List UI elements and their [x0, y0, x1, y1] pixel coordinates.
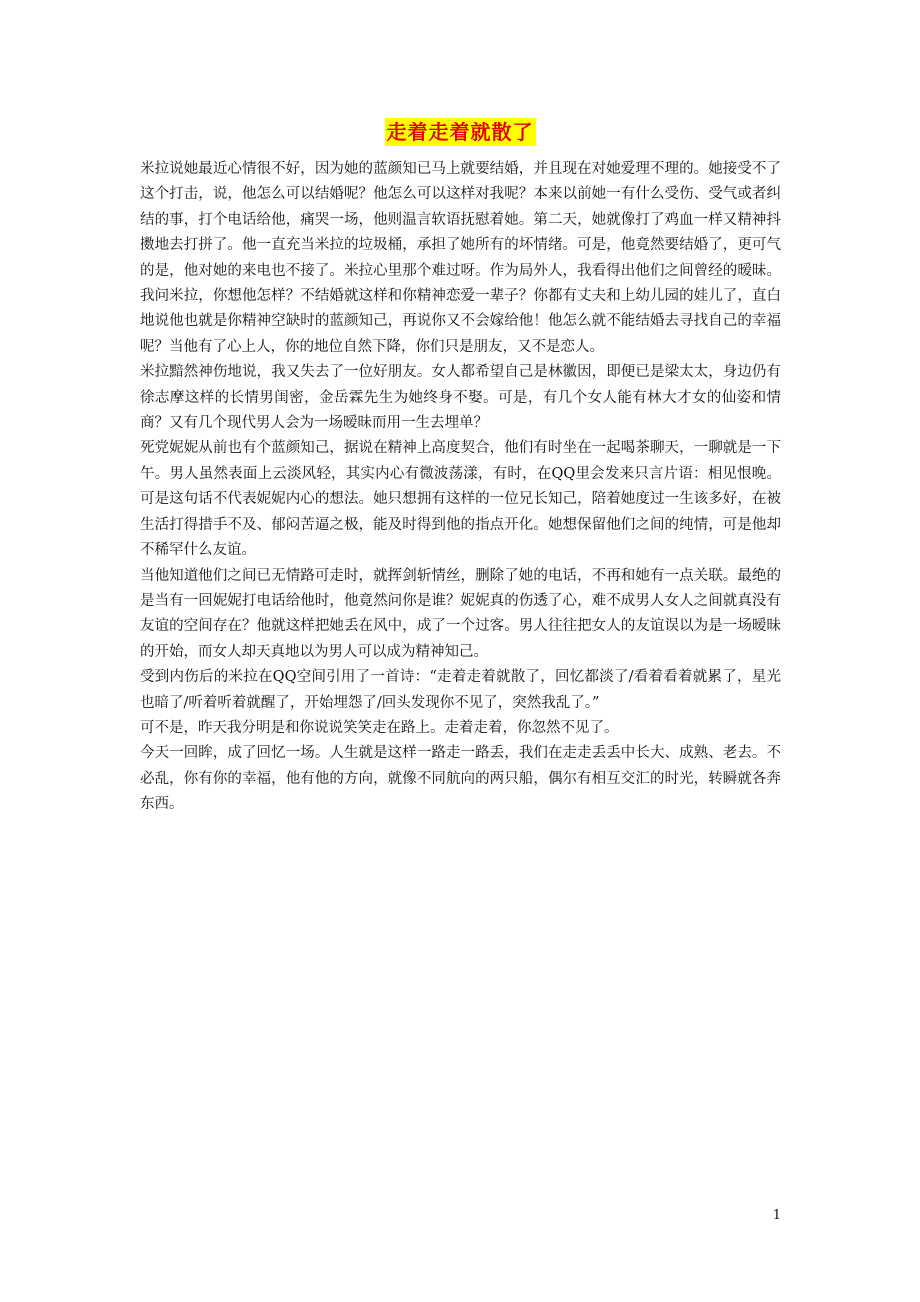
- document-title: 走着走着就散了: [386, 120, 534, 144]
- paragraph: 今天一回眸，成了回忆一场。人生就是这样一路走一路丢，我们在走走丢丢中长大、成熟、老去。不必乱，你有你的幸福，他有他的方向，就像不同航向的两只船，偶尔有相互交汇的时光，转瞬就各奔东西。: [140, 745, 781, 813]
- paragraph: 可不是，昨天我分明是和你说说笑笑走在路上。走着走着，你忽然不见了。: [140, 719, 619, 736]
- paragraph: 当他知道他们之间已无情路可走时，就挥剑斩情丝，删除了她的电话，不再和她有一点关联。最绝的是当有一回妮妮打电话给他时，他竟然问你是谁？妮妮真的伤透了心，难不成男人女人之间就真没有友谊的空间存在？他就这样把她丢在风中，成了一个过客。男人往往把女人的友谊误以为是一场暧昧的开始，而女人却天真地以为男人可以成为精神知己。: [140, 567, 781, 660]
- page-number: 1: [772, 1208, 781, 1223]
- paragraph: 死党妮妮从前也有个蓝颜知己，据说在精神上高度契合，他们有时坐在一起喝茶聊天，一聊就是一下午。男人虽然表面上云淡风轻，其实内心有微波荡漾，有时，在QQ里会发来只言片语：相见恨晚。可是这句话不代表妮妮内心的想法。她只想拥有这样的一位兄长知己，陪着她度过一生该多好，在被生活打得措手不及、郁闷苦逼之极，能及时得到他的指点开化。她想保留他们之间的纯情，可是他却不稀罕什么友谊。: [140, 440, 781, 559]
- paragraph: 米拉黯然神伤地说，我又失去了一位好朋友。女人都希望自己是林徽因，即便已是梁太太，身边仍有徐志摩这样的长情男闺密，金岳霖先生为她终身不娶。可是，有几个女人能有林大才女的仙姿和情商？又有几个现代男人会为一场暧昧而用一生去埋单？: [140, 364, 781, 432]
- title-container: [0, 118, 920, 146]
- paragraph: 受到内伤后的米拉在QQ空间引用了一首诗：“走着走着就散了，回忆都淡了/看着看着就累了，星光也暗了/听着听着就醒了，开始埋怨了/回头发现你不见了，突然我乱了。”: [140, 669, 781, 711]
- article-body: [140, 157, 781, 818]
- paragraph: 米拉说她最近心情很不好，因为她的蓝颜知已马上就要结婚，并且现在对她爱理不理的。她接受不了这个打击，说，他怎么可以结婚呢？他怎么可以这样对我呢？本来以前她一有什么受伤、受气或者纠结的事，打个电话给他，痛哭一场，他则温言软语抚慰着她。第二天，她就像打了鸡血一样又精神抖擞地去打拼了。他一直充当米拉的垃圾桶，承担了她所有的坏情绪。可是，他竟然要结婚了，更可气的是，他对她的来电也不接了。米拉心里那个难过呀。作为局外人，我看得出他们之间曾经的暧昧。我问米拉，你想他怎样？不结婚就这样和你精神恋爱一辈子？你都有丈夫和上幼儿园的娃儿了，直白地说他也就是你精神空缺时的蓝颜知己，再说你又不会嫁给他！他怎么就不能结婚去寻找自己的幸福呢？当他有了心上人，你的地位自然下降，你们只是朋友，又不是恋人。: [140, 161, 781, 355]
